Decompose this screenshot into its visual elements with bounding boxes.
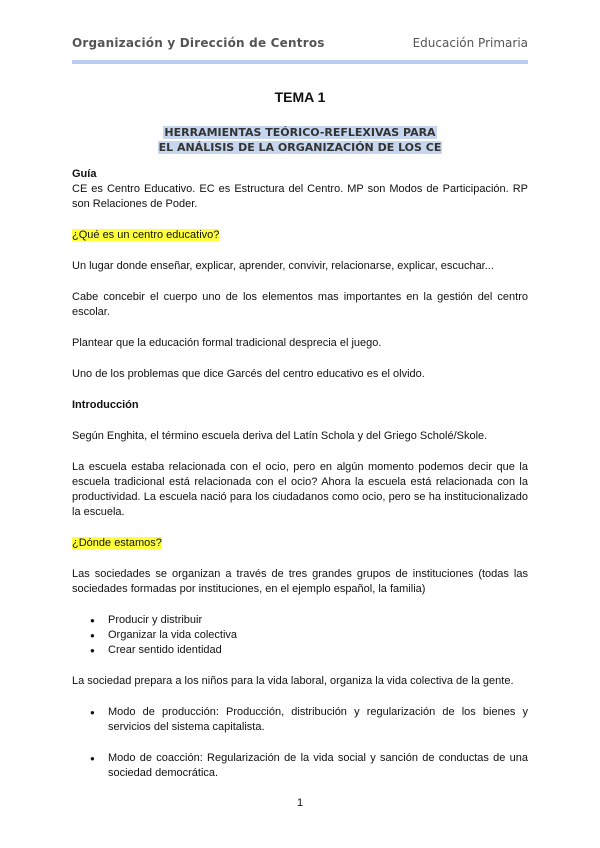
institution-list bbox=[72, 613, 528, 658]
donde-heading-text: ¿Dónde estamos? bbox=[72, 537, 162, 549]
list-item: ● Crear sentido identidad bbox=[108, 643, 528, 658]
header-divider bbox=[72, 60, 528, 64]
donde-paragraph-1: Las sociedades se organizan a través de tres grandes grupos de instituciones (todas las sociedades formadas por instituciones, en el ejemplo español, la familia) bbox=[72, 568, 528, 595]
modes-list bbox=[72, 705, 528, 781]
list-item: ● Organizar la vida colectiva bbox=[108, 628, 528, 643]
guia-text: CE es Centro Educativo. EC es Estructura del Centro. MP son Modos de Participación. RP son Relaciones de Poder. bbox=[72, 183, 528, 210]
introduccion-paragraph-1: Según Enghita, el término escuela deriva del Latín Schola y del Griego Scholé/Skole. bbox=[72, 430, 488, 442]
donde-paragraph-2: La sociedad prepara a los niños para la vida laboral, organiza la vida colectiva de la gente. bbox=[72, 675, 514, 687]
que-es-paragraph-1: Un lugar donde enseñar, explicar, aprender, convivir, relacionarse, explicar, escuchar... bbox=[72, 260, 494, 272]
page-title: TEMA 1 bbox=[274, 89, 326, 105]
que-es-heading-text: ¿Qué es un centro educativo? bbox=[72, 229, 220, 241]
introduccion-heading: Introducción bbox=[72, 399, 139, 411]
list-item: ● Producir y distribuir bbox=[108, 613, 528, 628]
page-number: 1 bbox=[296, 797, 304, 809]
subtitle-line-2: EL ANÁLISIS DE LA ORGANIZACIÓN DE LOS CE bbox=[158, 141, 442, 154]
guia-heading: Guía bbox=[72, 168, 97, 180]
introduccion-paragraph-2: La escuela estaba relacionada con el ocio, pero en algún momento podemos decir que la escuela tradicional está relacionada con el ocio? Ahora la escuela está relacionada con la productividad. La escuela nació para los ciudadanos como ocio, pero se ha institucionalizado la escuela. bbox=[72, 461, 528, 518]
list-item: ● Modo de coacción: Regularización de la vida social y sanción de conductas de una sociedad democrática. bbox=[108, 751, 528, 781]
header-program: Educación Primaria bbox=[412, 36, 528, 50]
que-es-heading bbox=[72, 228, 528, 243]
subtitle-line-1: HERRAMIENTAS TEÓRICO-REFLEXIVAS PARA bbox=[164, 126, 436, 139]
que-es-paragraph-2: Cabe concebir el cuerpo uno de los elementos mas importantes en la gestión del centro escolar. bbox=[72, 291, 528, 318]
que-es-paragraph-4: Uno de los problemas que dice Garcés del centro educativo es el olvido. bbox=[72, 368, 425, 380]
page-header bbox=[72, 36, 528, 58]
donde-heading bbox=[72, 536, 528, 551]
header-course-title: Organización y Dirección de Centros bbox=[72, 36, 325, 50]
document-body bbox=[72, 167, 528, 797]
page-subtitle bbox=[0, 125, 600, 155]
list-item: ● Modo de producción: Producción, distribución y regularización de los bienes y servicios del sistema capitalista. bbox=[108, 705, 528, 735]
que-es-paragraph-3: Plantear que la educación formal tradicional desprecia el juego. bbox=[72, 337, 382, 349]
